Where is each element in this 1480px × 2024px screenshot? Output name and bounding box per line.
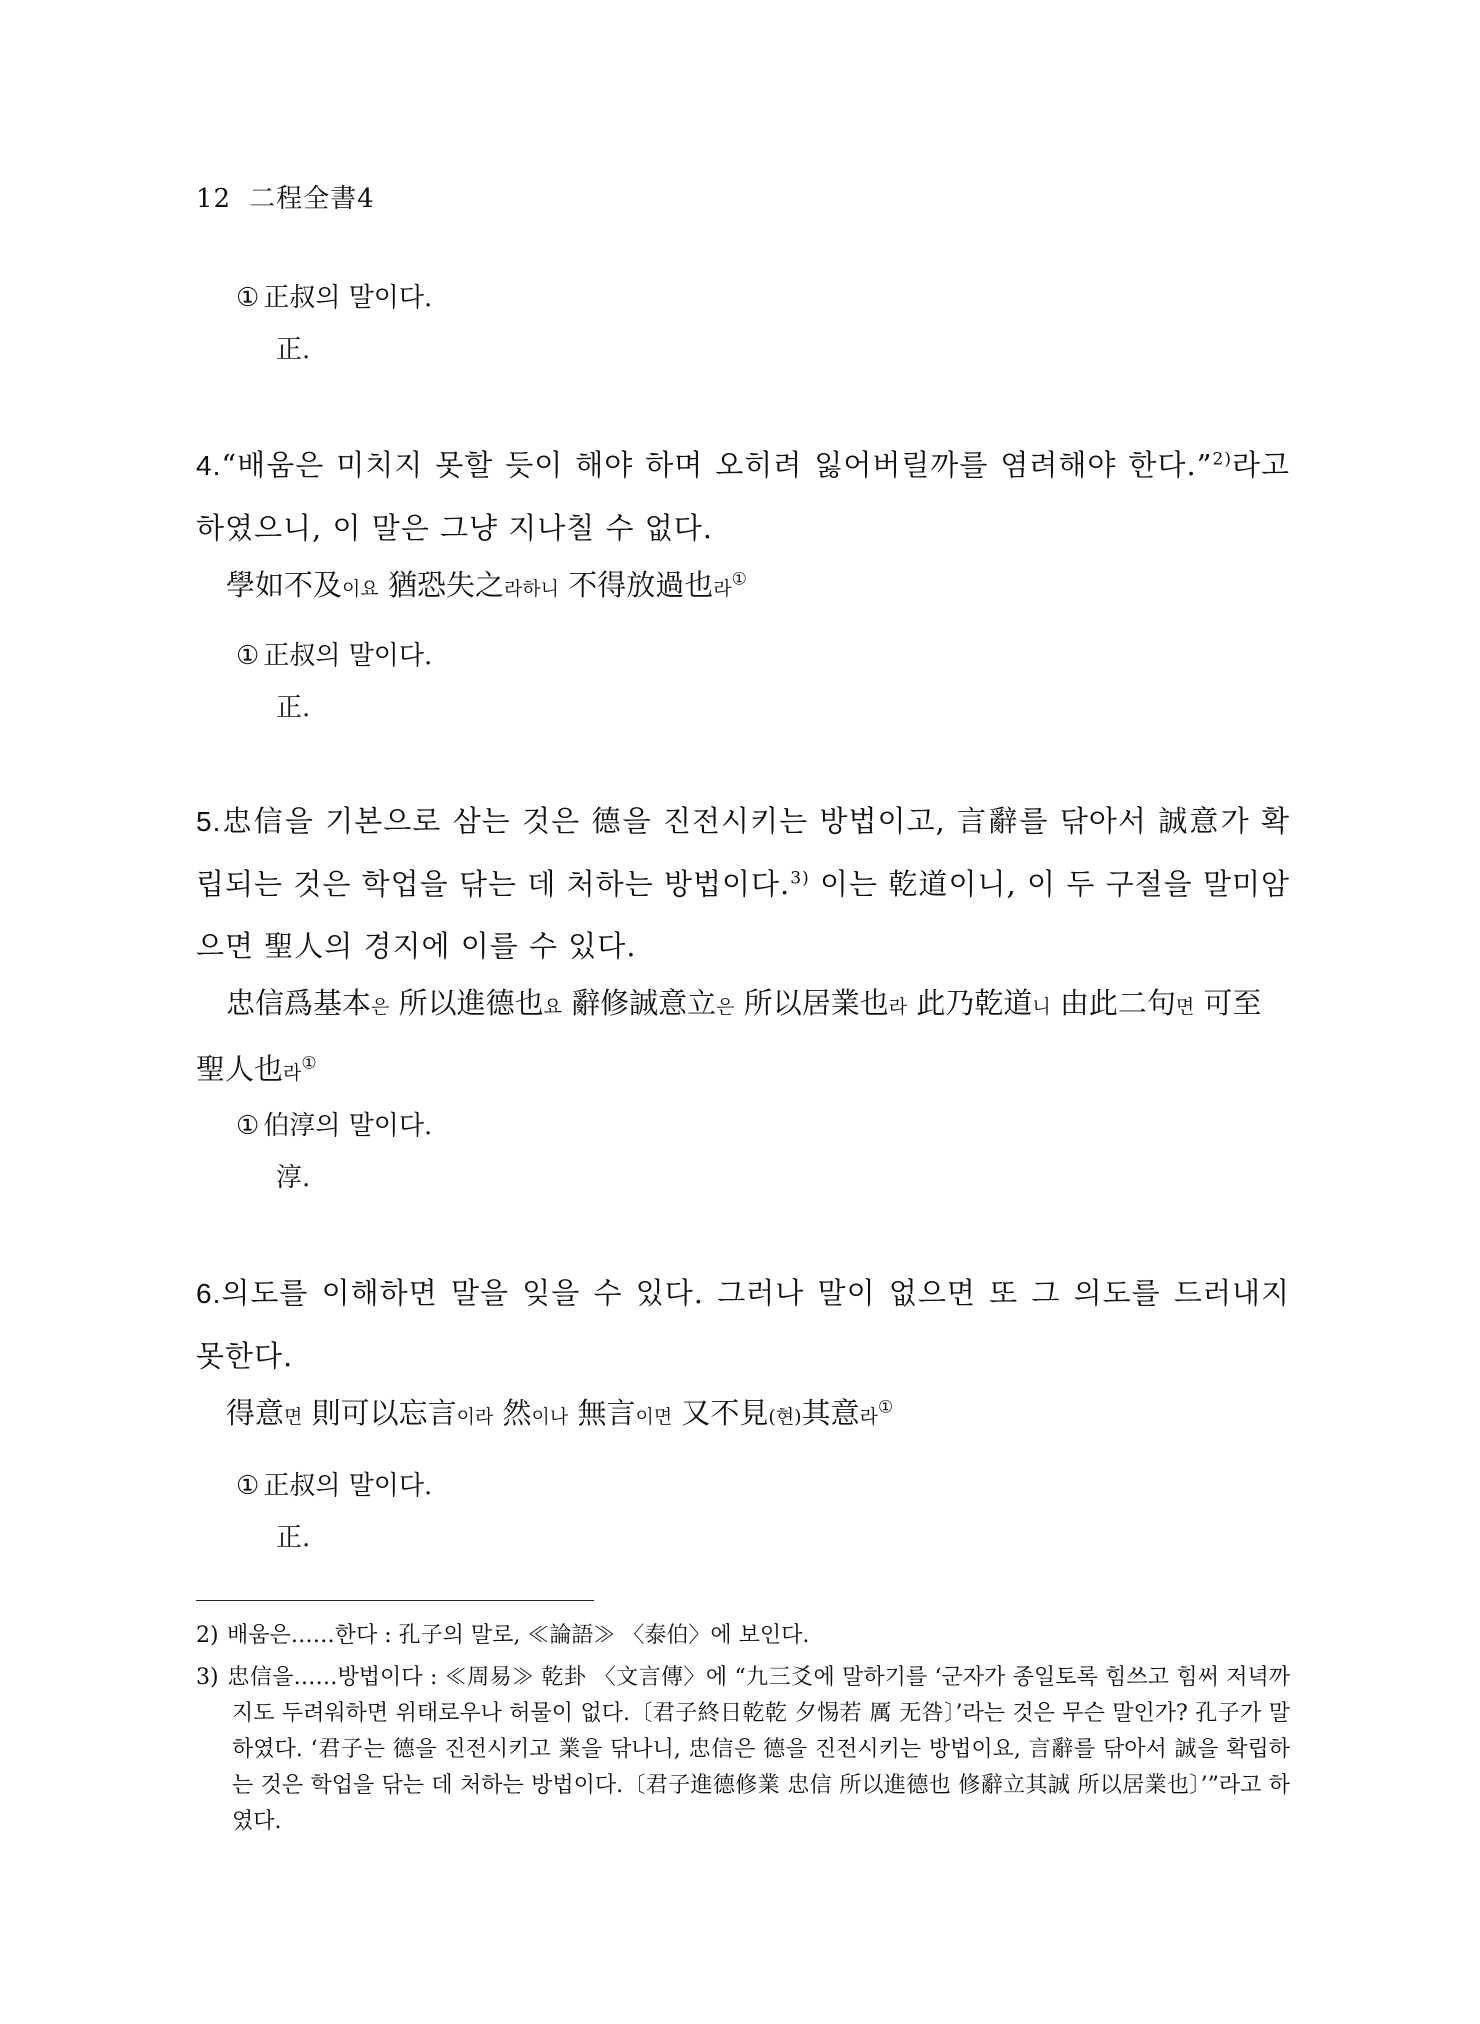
note-ref: ① — [877, 1397, 894, 1418]
footnote-divider — [196, 1600, 594, 1601]
hanja-text: 其意 — [801, 1396, 860, 1430]
hanja-text: 則可以忘言 — [302, 1396, 457, 1430]
hanja-text: 可至聖人也 — [196, 986, 1262, 1086]
hanja-text: 學如不及 — [226, 568, 343, 602]
gugyeol: 요 — [543, 996, 562, 1018]
footnote-number: 2) — [196, 1623, 219, 1648]
hanja-text: 辭修誠意立 — [561, 986, 717, 1020]
gugyeol: 니 — [1032, 996, 1051, 1018]
hanja-text: 忠信爲基本 — [226, 986, 372, 1020]
note-text: 伯淳의 말이다. — [263, 1111, 433, 1141]
gugyeol: 이요 — [342, 578, 379, 600]
note-source: 正. — [276, 1523, 311, 1553]
gugyeol: 라 — [888, 996, 908, 1018]
translation-text: 의도를 이해하면 말을 잊을 수 있다. 그러나 말이 없으면 또 그 의도를 드러내지 못한다. — [196, 1276, 1290, 1373]
paragraph-4-original — [226, 554, 1320, 620]
gugyeol: 라 — [713, 578, 732, 600]
gugyeol: 이면 — [635, 1406, 673, 1428]
hanja-text: 由此二句 — [1050, 986, 1176, 1020]
translation-text: 이는 乾道이니, 이 두 구절을 말미암으면 聖人의 경지에 이를 수 있다. — [196, 867, 1291, 963]
note-text: 正叔의 말이다. — [263, 1471, 433, 1501]
hanja-text: 然 — [493, 1396, 532, 1430]
gugyeol: 이라 — [456, 1406, 494, 1428]
paragraph-number: 6. — [196, 1278, 222, 1309]
gugyeol: 면 — [284, 1406, 303, 1428]
note-mark: ① — [236, 283, 260, 313]
footnote-text: 배움은……한다 : 孔子의 말로, ≪論語≫ 〈泰伯〉에 보인다. — [227, 1623, 810, 1648]
note-ref: ① — [731, 569, 747, 590]
footnote-ref: 2) — [1212, 449, 1232, 470]
hanja-text: 此乃乾道 — [907, 986, 1033, 1020]
hanja-text: 無言 — [568, 1396, 636, 1430]
gugyeol: 라하니 — [503, 578, 560, 600]
gugyeol: 면 — [1175, 996, 1195, 1018]
note-source: 正. — [276, 335, 311, 365]
gugyeol: 은 — [371, 996, 390, 1018]
attribution-note — [236, 1460, 432, 1564]
hanja-text: 又不見 — [672, 1396, 769, 1430]
paragraph-number: 5. — [196, 806, 222, 837]
footnote-3 — [196, 1660, 1290, 1840]
hanja-text: 所以居業也 — [734, 986, 889, 1020]
gugyeol: (현) — [768, 1406, 802, 1428]
attribution-note — [236, 630, 432, 734]
hanja-text: 所以進德也 — [389, 986, 544, 1020]
note-text: 正叔의 말이다. — [263, 641, 433, 671]
note-mark: ① — [236, 1111, 260, 1141]
paragraph-number: 4. — [196, 450, 222, 481]
note-ref: ① — [301, 1053, 317, 1074]
note-source: 淳. — [276, 1163, 311, 1193]
hanja-text: 不得放過也 — [559, 568, 714, 602]
attribution-note — [236, 1100, 432, 1204]
hanja-text: 猶恐失之 — [378, 568, 504, 602]
note-source: 正. — [276, 693, 311, 723]
note-text: 正叔의 말이다. — [263, 283, 433, 313]
footnote-2 — [196, 1618, 1290, 1654]
hanja-text: 得意 — [226, 1396, 285, 1430]
paragraph-5-original — [196, 972, 1290, 1104]
book-title: 二程全書4 — [249, 184, 375, 214]
paragraph-6-translation — [196, 1262, 1290, 1387]
gugyeol: 라 — [283, 1062, 302, 1084]
page-number: 12 — [196, 184, 232, 214]
gugyeol: 이나 — [531, 1406, 569, 1428]
attribution-note — [236, 272, 432, 376]
gugyeol: 은 — [716, 996, 735, 1018]
translation-text: 忠信을 기본으로 삼는 것은 德을 진전시키는 방법이고, 言辭를 닦아서 誠意가 확립되는 것은 학업을 닦는 데 처하는 방법이다. — [196, 804, 1290, 901]
paragraph-4-translation — [196, 434, 1290, 559]
note-mark: ① — [236, 1471, 260, 1501]
translation-text: “배움은 미치지 못할 듯이 해야 하며 오히려 잃어버릴까를 염려해야 한다.” — [221, 448, 1213, 482]
paragraph-6-original — [226, 1382, 1320, 1448]
translation-text: 라고 하였으니, 이 말은 그냥 지나칠 수 없다. — [196, 448, 1290, 545]
footnote-text: 忠信을……방법이다 : ≪周易≫ 乾卦 〈文言傳〉에 “九三爻에 말하기를 ‘군자가 종일토록 힘쓰고 힘써 저녁까지도 두려워하면 위태로우나 허물이 없다.〔君子終日乾乾 夕惕若 厲 无咎〕’라는 것은 무슨 말인가? 孔子가 말하였다. ‘君子는 德을 진전시키고 業을 닦나니, 忠信은 德을 진전시키는 방법이요, 言辭를 닦아서 誠을 확립하는 것은 학업을 닦는 데 처하는 방법이다.〔君子進德修業 忠信 所以進德也 修辭立其誠 所以居業也〕’”라고 하였다. — [227, 1665, 1290, 1834]
paragraph-5-translation — [196, 790, 1290, 977]
gugyeol: 라 — [859, 1406, 878, 1428]
note-mark: ① — [236, 641, 260, 671]
page-header — [196, 178, 375, 215]
footnote-number: 3) — [196, 1665, 219, 1690]
footnote-ref: 3) — [790, 868, 810, 889]
